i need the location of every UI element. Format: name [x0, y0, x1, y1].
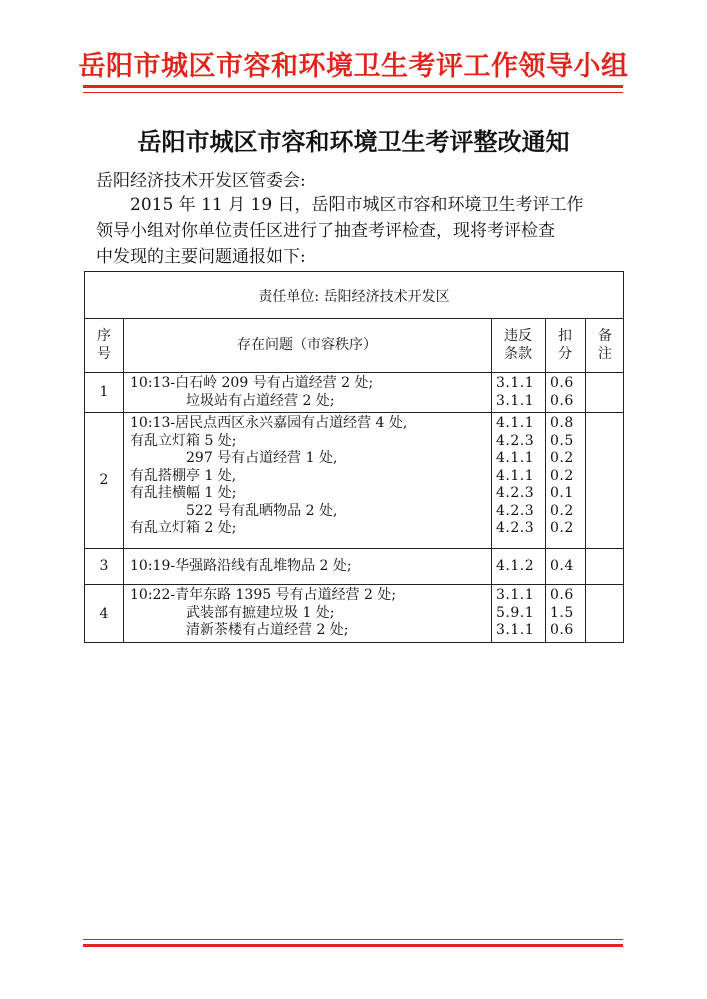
issue-line: 清新茶楼有占道经营 2 处; — [186, 622, 349, 638]
header-deduct: 扣 分 — [558, 328, 572, 362]
header-remark: 备 注 — [598, 328, 612, 362]
header-issue: 存在问题（市容秩序） — [237, 337, 377, 353]
issue-line: 10:19-华强路沿线有乱堆物品 2 处; — [130, 558, 352, 574]
row1-deducts: 0.6 0.6 — [550, 375, 574, 409]
issue-line: 有乱立灯箱 2 处; — [130, 520, 237, 536]
intro-line-1: 2015 年 11 月 19 日，岳阳市城区市容和环境卫生考评工作 — [130, 195, 584, 215]
issue-line: 10:13-居民点西区永兴嘉园有占道经营 4 处, — [130, 415, 408, 431]
rule-under-row3 — [85, 584, 623, 585]
row3-deducts: 0.4 — [550, 558, 574, 574]
issue-table — [84, 271, 624, 643]
row4-deducts: 0.6 1.5 0.6 — [550, 587, 574, 638]
rule-under-row2 — [85, 548, 623, 549]
org-header-title: 岳阳市城区市容和环境卫生考评工作领导小组 — [78, 51, 629, 82]
issue-line: 297 号有占道经营 1 处, — [186, 450, 338, 466]
row2-clauses: 4.1.1 4.2.3 4.1.1 4.1.1 4.2.3 4.2.3 4.2.3 — [496, 415, 535, 536]
issue-line: 10:13-白石岭 209 号有占道经营 2 处; — [130, 375, 374, 391]
rule-under-unit — [85, 318, 623, 319]
row1-clauses: 3.1.1 3.1.1 — [496, 375, 535, 409]
row1-seq: 1 — [99, 384, 109, 400]
row4-issues — [130, 587, 396, 640]
document-title: 岳阳市城区市容和环境卫生考评整改通知 — [137, 128, 570, 156]
row3-seq: 3 — [99, 558, 109, 574]
issue-line: 垃圾站有占道经营 2 处; — [186, 392, 335, 409]
col-rule-1 — [123, 318, 124, 642]
header-rule-thick — [83, 85, 623, 88]
header-clause: 违反 条款 — [504, 328, 532, 362]
header-seq: 序 号 — [97, 328, 111, 362]
col-rule-2 — [491, 318, 492, 642]
row4-seq: 4 — [99, 606, 109, 622]
unit-label: 责任单位: 岳阳经济技术开发区 — [258, 289, 450, 305]
row3-clauses: 4.1.2 — [496, 558, 535, 574]
issue-line: 522 号有乱晒物品 2 处, — [186, 502, 338, 519]
row2-seq: 2 — [99, 472, 109, 488]
footer-rule-thin — [83, 939, 623, 940]
row4-clauses: 3.1.1 5.9.1 3.1.1 — [496, 587, 535, 638]
issue-line: 有乱搭棚亭 1 处, — [130, 467, 237, 484]
row2-issues — [130, 415, 407, 538]
intro-line-2: 领导小组对你单位责任区进行了抽查考评检查，现将考评检查 — [96, 221, 555, 241]
header-rule-thin — [83, 92, 623, 93]
col-rule-4 — [585, 318, 586, 642]
rule-under-header — [85, 372, 623, 373]
issue-line: 有乱立灯箱 5 处; — [130, 432, 237, 449]
row1-issues — [130, 375, 373, 410]
issue-line: 10:22-青年东路 1395 号有占道经营 2 处; — [130, 587, 397, 603]
addressee: 岳阳经济技术开发区管委会: — [96, 171, 306, 191]
row3-issues — [130, 558, 352, 576]
rule-under-row1 — [85, 412, 623, 413]
issue-line: 有乱挂横幅 1 处; — [130, 485, 237, 501]
row2-deducts: 0.8 0.5 0.2 0.2 0.1 0.2 0.2 — [550, 415, 574, 536]
col-rule-3 — [545, 318, 546, 642]
footer-rule-thick — [83, 944, 623, 947]
issue-line: 武装部有摭建垃圾 1 处; — [186, 604, 335, 621]
intro-paragraph — [96, 192, 626, 270]
intro-line-3: 中发现的主要问题通报如下: — [96, 247, 306, 267]
